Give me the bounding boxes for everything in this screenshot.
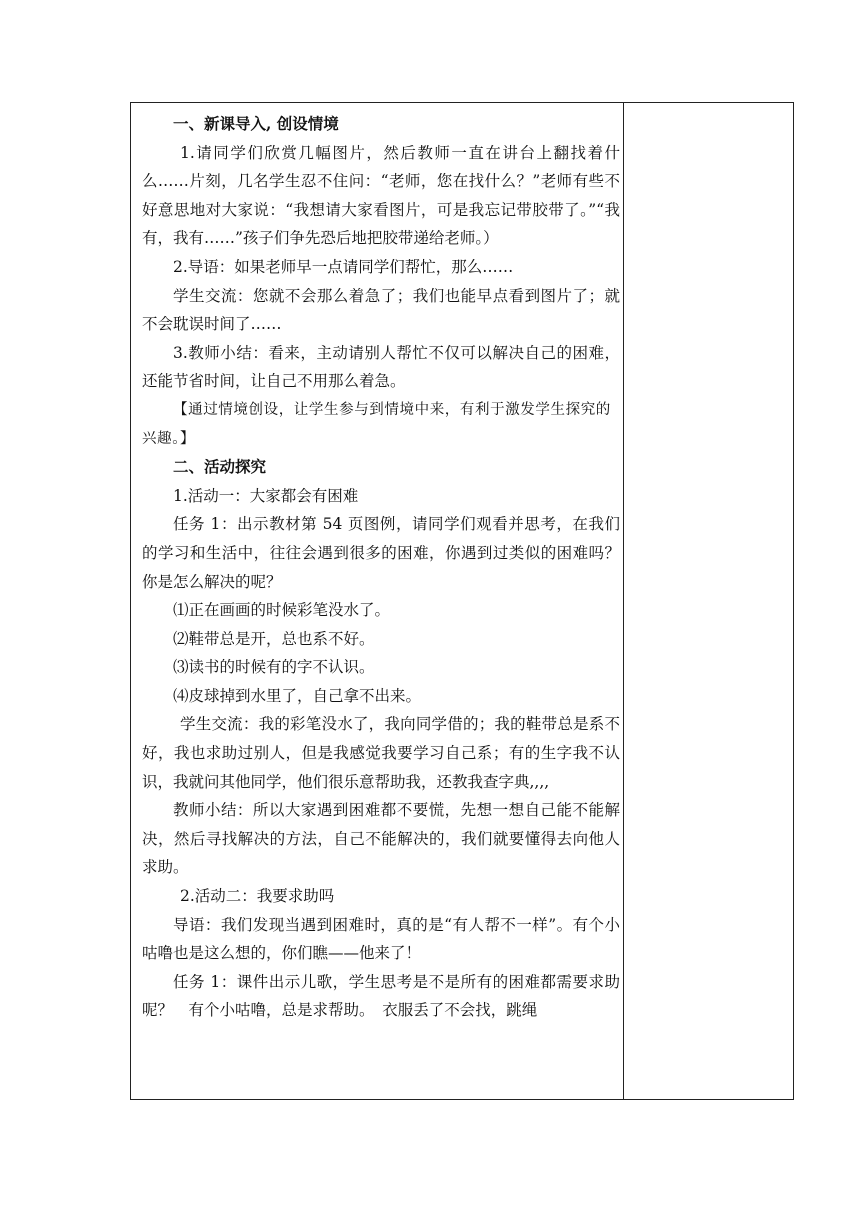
lesson-content: [142, 110, 620, 1025]
section-heading-intro: 一、新课导入, 创设情境: [173, 114, 339, 133]
list-item: ⑶读书的时候有的字不认识。: [173, 658, 375, 677]
paragraph: 教师小结：所以大家遇到困难都不要慌，先想一想自己能不能解决，然后寻找解决的方法，自己不能解决的，我们就要懂得去向他人求助。: [142, 801, 620, 877]
column-divider: [623, 102, 624, 1100]
design-note: 【通过情境创设，让学生参与到情境中来，有利于激发学生探究的兴趣。】: [142, 401, 611, 447]
paragraph: 学生交流：我的彩笔没水了，我向同学借的；我的鞋带总是系不好，我也求助过别人，但是我感觉我要学习自己系；有的生字我不认识，我就问其他同学，他们很乐意帮助我，还教我查字典,,,,: [142, 715, 620, 791]
paragraph: 任务 1：课件出示儿歌，学生思考是不是所有的困难都需要求助呢？ 有个小咕噜，总是求帮助。 衣服丢了不会找，跳绳: [142, 972, 620, 1020]
list-item: ⑴正在画画的时候彩笔没水了。: [173, 601, 391, 620]
section-heading-activity: 二、活动探究: [173, 457, 267, 477]
paragraph: 1.活动一：大家都会有困难: [173, 486, 359, 505]
list-item: ⑷皮球掉到水里了，自己拿不出来。: [173, 686, 422, 705]
paragraph: 学生交流：您就不会那么着急了；我们也能早点看到图片了；就不会耽误时间了……: [142, 286, 620, 334]
list-item: ⑵鞋带总是开，总也系不好。: [173, 629, 375, 648]
paragraph: 任务 1：出示教材第 54 页图例，请同学们观看并思考，在我们的学习和生活中，往往会遇到很多的困难，你遇到过类似的困难吗？你是怎么解决的呢？: [142, 515, 620, 591]
paragraph: 3.教师小结：看来，主动请别人帮忙不仅可以解决自己的困难，还能节省时间，让自己不用那么着急。: [142, 343, 620, 391]
paragraph: 导语：我们发现当遇到困难时，真的是“有人帮不一样”。有个小咕噜也是这么想的，你们瞧——他来了！: [142, 915, 620, 963]
paragraph: 2.活动二：我要求助吗: [180, 887, 335, 906]
paragraph: 2.导语：如果老师早一点请同学们帮忙，那么……: [173, 257, 514, 276]
paragraph: 1.请同学们欣赏几幅图片，然后教师一直在讲台上翻找着什么……片刻，几名学生忍不住问：“老师，您在找什么？”老师有些不好意思地对大家说：“我想请大家看图片，可是我忘记带胶带了。”“我有，我有……”孩子们争先恐后地把胶带递给老师。）: [142, 143, 620, 248]
